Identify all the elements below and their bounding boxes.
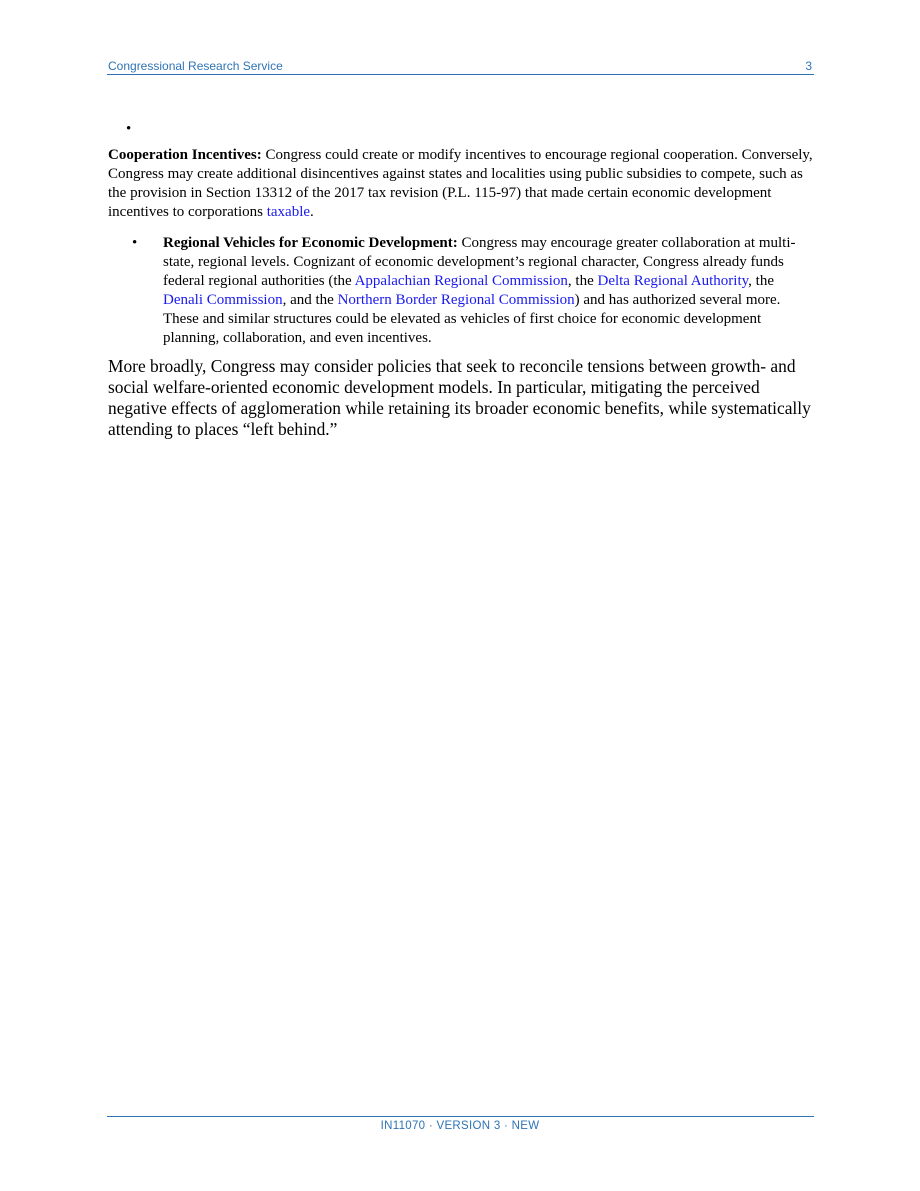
cooperation-incentives-paragraph — [108, 146, 814, 222]
regional-vehicles-list-item — [108, 234, 814, 348]
cooperation-heading: Cooperation Incentives: — [108, 147, 262, 163]
cooperation-end: . — [310, 204, 314, 220]
link-northern-border-regional-commission[interactable]: Northern Border Regional Commission — [337, 292, 575, 308]
regional-text-1: Congress may encourage greater collaboration at multi-state, regional levels. Cognizant of economic development’s regional character, Congress already funds federal regional authorities (the — [163, 235, 796, 289]
header-org-name: Congressional Research Service — [108, 59, 283, 73]
footer-divider — [107, 1116, 814, 1117]
link-delta-regional-authority[interactable]: Delta Regional Authority — [597, 273, 749, 289]
regional-sep-2: , the — [748, 273, 774, 289]
page-header — [107, 58, 814, 75]
bullet-icon: • — [132, 235, 138, 251]
footer-document-id: IN11070 · VERSION 3 · NEW — [380, 1120, 540, 1132]
regional-heading: Regional Vehicles for Economic Development: — [163, 235, 458, 251]
closing-paragraph: More broadly, Congress may consider policies that seek to reconcile tensions between growth- and social welfare-oriented economic development models. In particular, mitigating the perceived negative effects of agglomeration while retaining its broader economic benefits, while systematically attending to places “left behind.” — [108, 356, 811, 439]
bullet-icon: • — [126, 121, 132, 137]
regional-text-2: ) and has authorized several more. These and similar structures could be elevated as vehicles of first choice for economic development planning, collaboration, and even incentives. — [163, 292, 781, 346]
cooperation-text: Congress could create or modify incentives to encourage regional cooperation. Conversely, Congress may create additional disincentives against states and localities using public subsidies to compete, such as the provision in Section 13312 of the 2017 tax revision (P.L. 115-97) that made certain economic development incentives to corporations — [108, 147, 813, 220]
regional-sep-3: , and the — [282, 292, 338, 308]
link-denali-commission[interactable]: Denali Commission — [163, 292, 283, 308]
link-appalachian-regional-commission[interactable]: Appalachian Regional Commission — [354, 273, 568, 289]
link-taxable[interactable]: taxable — [266, 204, 311, 220]
empty-list-item — [108, 118, 814, 146]
header-page-number: 3 — [805, 59, 812, 73]
main-content — [108, 118, 814, 440]
regional-sep-1: , the — [567, 273, 598, 289]
